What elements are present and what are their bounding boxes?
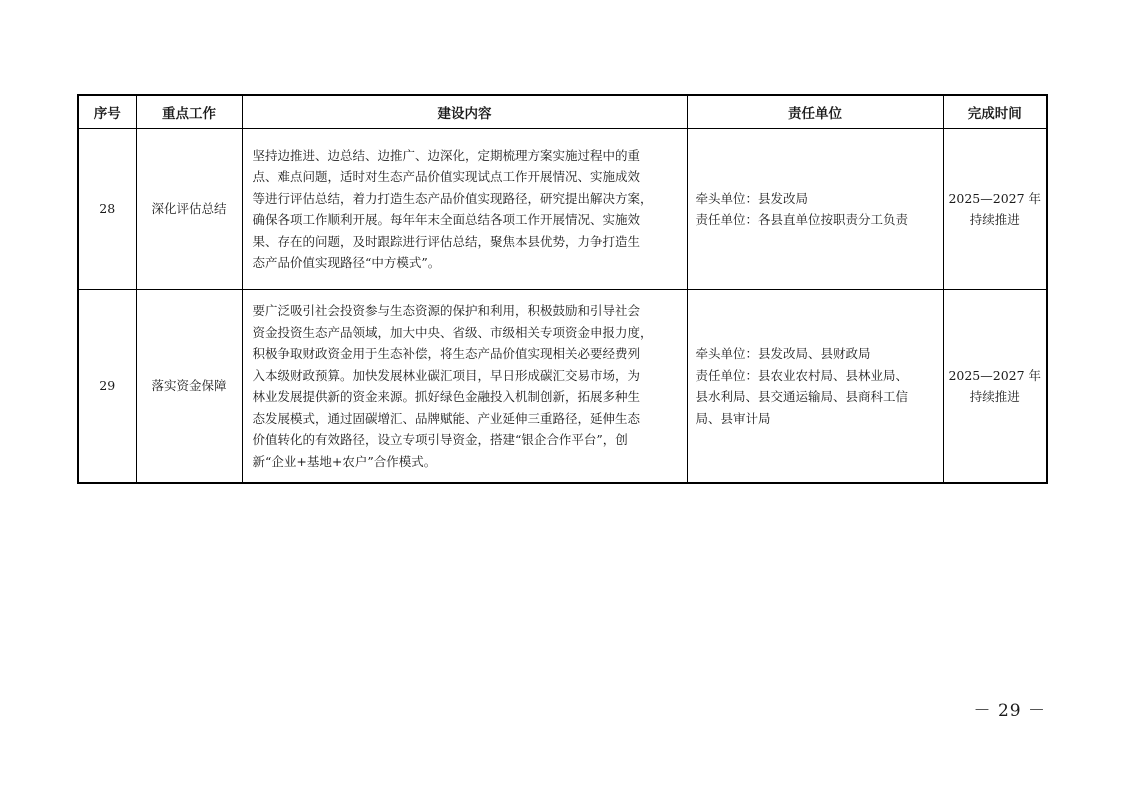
header-serial-number: 序号 bbox=[78, 95, 136, 129]
header-responsible-unit: 责任单位 bbox=[687, 95, 943, 129]
header-construction-content: 建设内容 bbox=[242, 95, 687, 129]
row-serial-number: 29 bbox=[78, 290, 136, 484]
content-line: 等进行评估总结，着力打造生态产品价值实现路径，研究提出解决方案， bbox=[252, 190, 653, 206]
time-line: 2025—2027 年 bbox=[948, 367, 1042, 383]
content-line: 态产品价值实现路径“中方模式”。 bbox=[252, 255, 441, 270]
resp-line: 责任单位：各县直单位按职责分工负责 bbox=[695, 212, 909, 227]
row-responsible-unit bbox=[687, 129, 943, 290]
content-line: 林业发展提供新的资金来源。抓好绿色金融投入机制创新，拓展多种生 bbox=[252, 389, 641, 404]
content-line: 点、难点问题，适时对生态产品价值实现试点工作开展情况、实施成效 bbox=[252, 169, 641, 184]
row-completion-time bbox=[943, 129, 1047, 290]
content-line: 要广泛吸引社会投资参与生态资源的保护和利用，积极鼓励和引导社会 bbox=[252, 303, 641, 318]
time-line: 持续推进 bbox=[969, 389, 1020, 404]
row-construction-content bbox=[242, 290, 687, 484]
row-completion-time bbox=[943, 290, 1047, 484]
header-completion-time: 完成时间 bbox=[943, 95, 1047, 129]
task-table bbox=[77, 94, 1048, 484]
resp-line: 局、县审计局 bbox=[695, 410, 771, 426]
content-line: 资金投资生态产品领域，加大中央、省级、市级相关专项资金申报力度， bbox=[252, 324, 653, 340]
row-responsible-unit bbox=[687, 290, 943, 484]
content-line: 新“企业+基地+农户”合作模式。 bbox=[252, 453, 437, 469]
content-line: 价值转化的有效路径，设立专项引导资金，搭建“银企合作平台”，创 bbox=[252, 432, 628, 447]
time-line: 2025—2027 年 bbox=[948, 190, 1042, 206]
content-line: 确保各项工作顺利开展。每年年末全面总结各项工作开展情况、实施效 bbox=[252, 212, 641, 227]
content-line: 入本级财政预算。加快发展林业碳汇项目，早日形成碳汇交易市场，为 bbox=[252, 367, 641, 383]
table-row bbox=[78, 129, 1047, 290]
resp-line: 县水利局、县交通运输局、县商科工信 bbox=[695, 389, 909, 404]
content-line: 坚持边推进、边总结、边推广、边深化，定期梳理方案实施过程中的重 bbox=[252, 147, 641, 163]
content-line: 积极争取财政资金用于生态补偿，将生态产品价值实现相关必要经费列 bbox=[252, 346, 641, 361]
table-row bbox=[78, 290, 1047, 484]
row-key-task: 落实资金保障 bbox=[136, 290, 242, 484]
table-header-row bbox=[78, 95, 1047, 129]
row-key-task: 深化评估总结 bbox=[136, 129, 242, 290]
content-line: 果、存在的问题，及时跟踪进行评估总结，聚焦本县优势，力争打造生 bbox=[252, 233, 641, 249]
resp-line: 牵头单位：县发改局 bbox=[695, 190, 809, 206]
page-number: － 29 － bbox=[973, 701, 1046, 721]
time-line: 持续推进 bbox=[969, 212, 1020, 227]
content-line: 态发展模式，通过固碳增汇、品牌赋能、产业延伸三重路径，延伸生态 bbox=[252, 410, 641, 426]
resp-line: 责任单位：县农业农村局、县林业局、 bbox=[695, 367, 909, 383]
row-serial-number: 28 bbox=[78, 129, 136, 290]
header-key-task: 重点工作 bbox=[136, 95, 242, 129]
row-construction-content bbox=[242, 129, 687, 290]
resp-line: 牵头单位：县发改局、县财政局 bbox=[695, 346, 871, 361]
